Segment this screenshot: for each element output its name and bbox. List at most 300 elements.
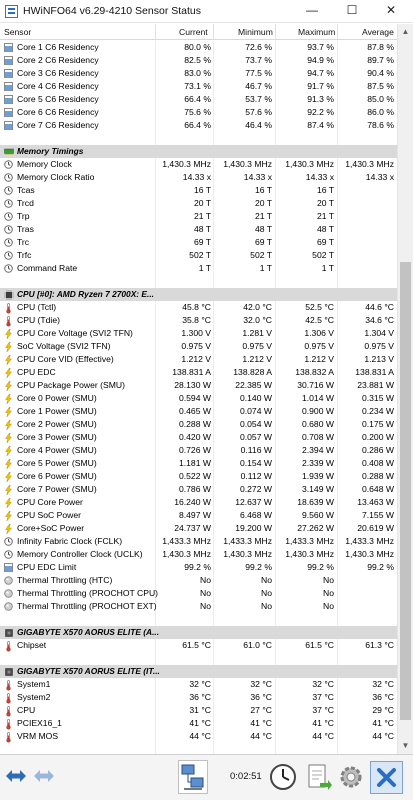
value-maximum: 3.149 W bbox=[301, 484, 334, 494]
value-minimum: 19.200 W bbox=[235, 523, 272, 533]
value-current: 1,430.3 MHz bbox=[162, 159, 211, 169]
arrows-left-right-disabled-icon[interactable] bbox=[33, 767, 55, 785]
value-current: 0.522 W bbox=[178, 471, 211, 481]
value-minimum: 0.074 W bbox=[239, 406, 272, 416]
value-maximum: 20 T bbox=[316, 198, 334, 208]
sensor-label: Core 0 Power (SMU) bbox=[17, 393, 97, 403]
value-maximum: No bbox=[323, 601, 334, 611]
sensor-row[interactable] bbox=[0, 379, 397, 392]
value-average: 0.648 W bbox=[361, 484, 394, 494]
header-current[interactable]: Current bbox=[179, 27, 208, 37]
value-current: 66.4 % bbox=[184, 120, 211, 130]
close-window-button[interactable]: ✕ bbox=[385, 3, 397, 17]
value-average: 0.975 V bbox=[364, 341, 394, 351]
sensor-label: CPU Core Voltage (SVI2 TFN) bbox=[17, 328, 133, 338]
sensor-label: CPU bbox=[17, 705, 36, 715]
value-average: 138.831 A bbox=[355, 367, 394, 377]
value-current: 28.130 W bbox=[174, 380, 211, 390]
close-sensors-icon[interactable] bbox=[370, 761, 403, 794]
value-minimum: 502 T bbox=[250, 250, 272, 260]
value-average: 1,433.3 MHz bbox=[345, 536, 394, 546]
value-average: 0.234 W bbox=[361, 406, 394, 416]
thermometer-icon bbox=[4, 706, 13, 715]
scrollbar-thumb[interactable] bbox=[400, 262, 411, 720]
thermometer-icon bbox=[4, 303, 13, 312]
sensor-row[interactable] bbox=[0, 522, 397, 535]
sensor-row[interactable] bbox=[0, 730, 397, 743]
blank-row bbox=[0, 613, 397, 626]
value-average: 14.33 x bbox=[365, 172, 394, 182]
value-minimum: 6.468 W bbox=[239, 510, 272, 520]
sensor-label: VRM MOS bbox=[17, 731, 59, 741]
sensor-row[interactable] bbox=[0, 158, 397, 171]
sensor-row[interactable] bbox=[0, 93, 397, 106]
value-average: 29 °C bbox=[372, 705, 394, 715]
value-maximum: 138.832 A bbox=[295, 367, 334, 377]
value-maximum: 16 T bbox=[316, 185, 334, 195]
value-minimum: 0.272 W bbox=[239, 484, 272, 494]
value-current: No bbox=[200, 601, 211, 611]
sensor-label: Core 3 Power (SMU) bbox=[17, 432, 97, 442]
bar-icon bbox=[4, 95, 13, 104]
bar-icon bbox=[4, 56, 13, 65]
sensor-row[interactable] bbox=[0, 171, 397, 184]
value-current: 0.420 W bbox=[178, 432, 211, 442]
sensor-label: Thermal Throttling (HTC) bbox=[17, 575, 113, 585]
value-maximum: 37 °C bbox=[312, 705, 334, 715]
sensor-row[interactable] bbox=[0, 418, 397, 431]
value-current: 1.181 W bbox=[178, 458, 211, 468]
value-average: 44 °C bbox=[372, 731, 394, 741]
value-minimum: 32.0 °C bbox=[243, 315, 272, 325]
value-average: 87.5 % bbox=[367, 81, 394, 91]
value-average: 1.213 V bbox=[364, 354, 394, 364]
sensor-label: Command Rate bbox=[17, 263, 78, 273]
value-average: 90.4 % bbox=[367, 68, 394, 78]
status-icon bbox=[4, 602, 13, 611]
sensor-group-row[interactable] bbox=[0, 288, 397, 301]
bolt-icon bbox=[4, 407, 13, 416]
network-computers-icon[interactable] bbox=[178, 760, 208, 794]
value-current: 61.5 °C bbox=[182, 640, 211, 650]
sensor-label: Core 5 C6 Residency bbox=[17, 94, 99, 104]
sensor-group-row[interactable] bbox=[0, 665, 397, 678]
bolt-icon bbox=[4, 524, 13, 533]
value-maximum: 92.2 % bbox=[307, 107, 334, 117]
value-maximum: No bbox=[323, 575, 334, 585]
header-separator[interactable] bbox=[337, 24, 338, 40]
bolt-icon bbox=[4, 446, 13, 455]
value-current: 21 T bbox=[193, 211, 211, 221]
minimize-button[interactable]: — bbox=[306, 3, 318, 17]
bottom-toolbar bbox=[0, 754, 413, 800]
header-average[interactable]: Average bbox=[362, 27, 394, 37]
sensor-row[interactable] bbox=[0, 236, 397, 249]
value-minimum: 1,433.3 MHz bbox=[223, 536, 272, 546]
sensor-row[interactable] bbox=[0, 639, 397, 652]
value-current: 0.726 W bbox=[178, 445, 211, 455]
thermometer-icon bbox=[4, 316, 13, 325]
value-current: 1,430.3 MHz bbox=[162, 549, 211, 559]
bolt-icon bbox=[4, 459, 13, 468]
value-current: 80.0 % bbox=[184, 42, 211, 52]
value-maximum: 48 T bbox=[316, 224, 334, 234]
header-sensor[interactable]: Sensor bbox=[4, 27, 32, 37]
value-maximum: 91.3 % bbox=[307, 94, 334, 104]
blank-row bbox=[0, 275, 397, 288]
value-minimum: 12.637 W bbox=[235, 497, 272, 507]
value-maximum: 502 T bbox=[312, 250, 334, 260]
sensor-group-row[interactable] bbox=[0, 145, 397, 158]
value-current: 69 T bbox=[193, 237, 211, 247]
value-minimum: 0.116 W bbox=[240, 445, 272, 455]
value-minimum: 69 T bbox=[254, 237, 272, 247]
sensor-label: System2 bbox=[17, 692, 51, 702]
sensor-row[interactable] bbox=[0, 119, 397, 132]
value-maximum: 14.33 x bbox=[305, 172, 334, 182]
value-minimum: 1,430.3 MHz bbox=[223, 549, 272, 559]
sensor-row[interactable] bbox=[0, 80, 397, 93]
value-average: 34.6 °C bbox=[365, 315, 394, 325]
clock-reset-icon[interactable] bbox=[268, 761, 298, 793]
value-maximum: 0.900 W bbox=[301, 406, 334, 416]
value-current: 35.8 °C bbox=[182, 315, 211, 325]
value-minimum: 14.33 x bbox=[243, 172, 272, 182]
value-maximum: 21 T bbox=[316, 211, 334, 221]
value-maximum: 1 T bbox=[321, 263, 334, 273]
value-maximum: 0.680 W bbox=[301, 419, 334, 429]
value-current: 20 T bbox=[193, 198, 211, 208]
bar-icon bbox=[4, 108, 13, 117]
value-minimum: 46.7 % bbox=[245, 81, 272, 91]
sensor-row[interactable] bbox=[0, 561, 397, 574]
sensor-label: Trc bbox=[17, 237, 30, 247]
sensor-row[interactable] bbox=[0, 509, 397, 522]
value-average: 1,430.3 MHz bbox=[345, 549, 394, 559]
hwinfo-app-icon bbox=[5, 5, 18, 18]
maximize-button[interactable]: ☐ bbox=[346, 3, 358, 17]
value-average: 23.881 W bbox=[357, 380, 394, 390]
sensor-row[interactable] bbox=[0, 301, 397, 314]
value-minimum: 16 T bbox=[254, 185, 272, 195]
sensor-row[interactable] bbox=[0, 535, 397, 548]
sensor-label: Core 1 Power (SMU) bbox=[17, 406, 97, 416]
value-minimum: 41 °C bbox=[250, 718, 272, 728]
sensor-label: CPU Core Power bbox=[17, 497, 83, 507]
value-average: 32 °C bbox=[372, 679, 394, 689]
value-minimum: 0.140 W bbox=[239, 393, 272, 403]
value-current: No bbox=[200, 588, 211, 598]
value-maximum: 37 °C bbox=[312, 692, 334, 702]
sensor-row[interactable] bbox=[0, 717, 397, 730]
arrows-left-right-icon[interactable] bbox=[5, 767, 27, 785]
value-minimum: 22.385 W bbox=[235, 380, 272, 390]
sensor-label: Trp bbox=[17, 211, 30, 221]
value-maximum: 52.5 °C bbox=[305, 302, 334, 312]
sensor-row[interactable] bbox=[0, 184, 397, 197]
sensor-label: Core 6 C6 Residency bbox=[17, 107, 99, 117]
value-current: 1.212 V bbox=[181, 354, 211, 364]
sensor-label: Memory Clock Ratio bbox=[17, 172, 95, 182]
clock-icon bbox=[4, 173, 13, 182]
bolt-icon bbox=[4, 420, 13, 429]
value-current: 82.5 % bbox=[184, 55, 211, 65]
bolt-icon bbox=[4, 329, 13, 338]
value-minimum: 53.7 % bbox=[245, 94, 272, 104]
scroll-up-arrow[interactable]: ▲ bbox=[401, 27, 410, 36]
value-minimum: 1 T bbox=[259, 263, 272, 273]
value-current: 16 T bbox=[193, 185, 211, 195]
report-export-icon[interactable] bbox=[303, 761, 333, 793]
sensor-label: CPU SoC Power bbox=[17, 510, 81, 520]
clock-icon bbox=[4, 550, 13, 559]
bolt-icon bbox=[4, 498, 13, 507]
bolt-icon bbox=[4, 342, 13, 351]
sensor-row[interactable] bbox=[0, 444, 397, 457]
sensor-row[interactable] bbox=[0, 210, 397, 223]
bolt-icon bbox=[4, 355, 13, 364]
blank-row bbox=[0, 652, 397, 665]
value-minimum: 0.154 W bbox=[239, 458, 272, 468]
sensor-row[interactable] bbox=[0, 431, 397, 444]
value-current: 73.1 % bbox=[184, 81, 211, 91]
value-current: 45.8 °C bbox=[182, 302, 211, 312]
sensor-row[interactable] bbox=[0, 197, 397, 210]
value-average: 87.8 % bbox=[367, 42, 394, 52]
value-maximum: 87.4 % bbox=[307, 120, 334, 130]
sensor-label: Core 3 C6 Residency bbox=[17, 68, 99, 78]
value-minimum: 44 °C bbox=[250, 731, 272, 741]
value-current: 8.497 W bbox=[178, 510, 211, 520]
value-minimum: 0.057 W bbox=[239, 432, 272, 442]
value-minimum: 42.0 °C bbox=[243, 302, 272, 312]
sensor-row[interactable] bbox=[0, 678, 397, 691]
value-current: 14.33 x bbox=[182, 172, 211, 182]
sensor-label: CPU (Tdie) bbox=[17, 315, 60, 325]
value-maximum: 1.306 V bbox=[304, 328, 334, 338]
value-maximum: 91.7 % bbox=[307, 81, 334, 91]
cpu-icon bbox=[4, 290, 13, 299]
value-average: 89.7 % bbox=[367, 55, 394, 65]
value-minimum: 0.975 V bbox=[242, 341, 272, 351]
value-minimum: 32 °C bbox=[250, 679, 272, 689]
value-average: 36 °C bbox=[372, 692, 394, 702]
value-average: 86.0 % bbox=[367, 107, 394, 117]
clock-icon bbox=[4, 199, 13, 208]
value-minimum: 48 T bbox=[254, 224, 272, 234]
sensor-label: Core 2 Power (SMU) bbox=[17, 419, 97, 429]
sensor-row[interactable] bbox=[0, 54, 397, 67]
value-maximum: 1,430.3 MHz bbox=[285, 549, 334, 559]
value-maximum: 1,430.3 MHz bbox=[285, 159, 334, 169]
value-minimum: No bbox=[261, 588, 272, 598]
value-minimum: 73.7 % bbox=[245, 55, 272, 65]
value-current: 0.465 W bbox=[178, 406, 211, 416]
sensor-label: Memory Clock bbox=[17, 159, 72, 169]
value-current: 36 °C bbox=[189, 692, 211, 702]
value-current: 1,433.3 MHz bbox=[162, 536, 211, 546]
sensor-label: Core 4 Power (SMU) bbox=[17, 445, 97, 455]
header-separator[interactable] bbox=[213, 24, 214, 40]
sensor-row[interactable] bbox=[0, 223, 397, 236]
sensor-row[interactable] bbox=[0, 106, 397, 119]
value-minimum: 36 °C bbox=[250, 692, 272, 702]
settings-gear-icon[interactable] bbox=[336, 761, 366, 793]
sensor-row[interactable] bbox=[0, 41, 397, 54]
sensor-label: Thermal Throttling (PROCHOT CPU) bbox=[17, 588, 159, 598]
header-separator[interactable] bbox=[275, 24, 276, 40]
sensor-row[interactable] bbox=[0, 392, 397, 405]
value-maximum: 1.014 W bbox=[301, 393, 334, 403]
value-maximum: 18.639 W bbox=[297, 497, 334, 507]
clock-icon bbox=[4, 264, 13, 273]
header-maximum[interactable]: Maximum bbox=[298, 27, 336, 37]
value-maximum: 2.394 W bbox=[301, 445, 334, 455]
value-current: 41 °C bbox=[189, 718, 211, 728]
clock-icon bbox=[4, 160, 13, 169]
sensor-group-row[interactable] bbox=[0, 626, 397, 639]
value-average: 1,430.3 MHz bbox=[345, 159, 394, 169]
header-separator[interactable] bbox=[155, 24, 156, 40]
value-maximum: 94.7 % bbox=[307, 68, 334, 78]
value-maximum: 27.262 W bbox=[297, 523, 334, 533]
value-average: 0.286 W bbox=[361, 445, 394, 455]
value-average: 0.408 W bbox=[361, 458, 394, 468]
value-minimum: 27 °C bbox=[250, 705, 272, 715]
header-minimum[interactable]: Minimum bbox=[238, 27, 273, 37]
value-minimum: No bbox=[261, 575, 272, 585]
sensor-row[interactable] bbox=[0, 548, 397, 561]
value-current: 24.737 W bbox=[174, 523, 211, 533]
sensor-label: Core 7 C6 Residency bbox=[17, 120, 99, 130]
value-maximum: 9.560 W bbox=[301, 510, 334, 520]
sensor-row[interactable] bbox=[0, 704, 397, 717]
value-maximum: 32 °C bbox=[312, 679, 334, 689]
sensor-row[interactable] bbox=[0, 405, 397, 418]
value-maximum: 93.7 % bbox=[307, 42, 334, 52]
bolt-icon bbox=[4, 381, 13, 390]
bar-icon bbox=[4, 82, 13, 91]
value-average: 99.2 % bbox=[367, 562, 394, 572]
value-average: 7.155 W bbox=[361, 510, 394, 520]
sensor-label: Memory Controller Clock (UCLK) bbox=[17, 549, 143, 559]
bar-icon bbox=[4, 121, 13, 130]
value-maximum: 41 °C bbox=[312, 718, 334, 728]
sensor-row[interactable] bbox=[0, 340, 397, 353]
sensor-label: CPU Core VID (Effective) bbox=[17, 354, 114, 364]
bar-icon bbox=[4, 563, 13, 572]
value-current: 31 °C bbox=[189, 705, 211, 715]
bar-icon bbox=[4, 69, 13, 78]
value-current: 1 T bbox=[198, 263, 211, 273]
clock-icon bbox=[4, 186, 13, 195]
sensor-row[interactable] bbox=[0, 574, 397, 587]
value-current: 0.594 W bbox=[178, 393, 211, 403]
thermometer-icon bbox=[4, 641, 13, 650]
sensor-row[interactable] bbox=[0, 67, 397, 80]
sensor-label: Trfc bbox=[17, 250, 32, 260]
sensor-row[interactable] bbox=[0, 366, 397, 379]
value-minimum: 99.2 % bbox=[245, 562, 272, 572]
sensor-row[interactable] bbox=[0, 587, 397, 600]
sensor-row[interactable] bbox=[0, 262, 397, 275]
value-current: 66.4 % bbox=[184, 94, 211, 104]
group-label: Memory Timings bbox=[17, 146, 84, 156]
value-minimum: 61.0 °C bbox=[243, 640, 272, 650]
sensor-label: Core 6 Power (SMU) bbox=[17, 471, 97, 481]
value-minimum: 20 T bbox=[254, 198, 272, 208]
value-maximum: 2.339 W bbox=[301, 458, 334, 468]
value-maximum: 42.5 °C bbox=[305, 315, 334, 325]
value-current: 48 T bbox=[193, 224, 211, 234]
clock-icon bbox=[4, 238, 13, 247]
sensor-row[interactable] bbox=[0, 327, 397, 340]
sensor-row[interactable] bbox=[0, 470, 397, 483]
sensor-list[interactable] bbox=[0, 41, 397, 754]
sensor-label: Trcd bbox=[17, 198, 34, 208]
value-average: 13.463 W bbox=[357, 497, 394, 507]
value-current: 1.300 V bbox=[181, 328, 211, 338]
value-current: No bbox=[200, 575, 211, 585]
thermometer-icon bbox=[4, 680, 13, 689]
value-minimum: 21 T bbox=[254, 211, 272, 221]
sensor-row[interactable] bbox=[0, 249, 397, 262]
value-current: 16.240 W bbox=[174, 497, 211, 507]
value-maximum: 69 T bbox=[316, 237, 334, 247]
sensor-label: CPU EDC bbox=[17, 367, 56, 377]
sensor-label: Core 4 C6 Residency bbox=[17, 81, 99, 91]
bolt-icon bbox=[4, 433, 13, 442]
value-minimum: 72.6 % bbox=[245, 42, 272, 52]
value-current: 138.831 A bbox=[172, 367, 211, 377]
value-average: 85.0 % bbox=[367, 94, 394, 104]
value-minimum: 1,430.3 MHz bbox=[223, 159, 272, 169]
sensor-row[interactable] bbox=[0, 496, 397, 509]
bolt-icon bbox=[4, 511, 13, 520]
value-current: 0.786 W bbox=[178, 484, 211, 494]
vertical-scrollbar[interactable] bbox=[397, 24, 413, 754]
value-average: 41 °C bbox=[372, 718, 394, 728]
sensor-label: Core 7 Power (SMU) bbox=[17, 484, 97, 494]
value-current: 99.2 % bbox=[184, 562, 211, 572]
value-minimum: 57.6 % bbox=[245, 107, 272, 117]
sensor-row[interactable] bbox=[0, 483, 397, 496]
group-label: GIGABYTE X570 AORUS ELITE (A... bbox=[17, 627, 160, 637]
window-title: HWiNFO64 v6.29-4210 Sensor Status bbox=[23, 5, 201, 17]
scroll-down-arrow[interactable]: ▼ bbox=[401, 741, 410, 750]
thermometer-icon bbox=[4, 719, 13, 728]
value-current: 75.6 % bbox=[184, 107, 211, 117]
value-maximum: 0.975 V bbox=[304, 341, 334, 351]
sensor-row[interactable] bbox=[0, 314, 397, 327]
chip-icon bbox=[4, 667, 13, 676]
value-maximum: 99.2 % bbox=[307, 562, 334, 572]
sensor-row[interactable] bbox=[0, 353, 397, 366]
group-label: CPU [#0]: AMD Ryzen 7 2700X: E... bbox=[17, 289, 154, 299]
value-current: 44 °C bbox=[189, 731, 211, 741]
thermometer-icon bbox=[4, 732, 13, 741]
value-maximum: 61.5 °C bbox=[305, 640, 334, 650]
value-maximum: 44 °C bbox=[312, 731, 334, 741]
sensor-row[interactable] bbox=[0, 691, 397, 704]
sensor-row[interactable] bbox=[0, 457, 397, 470]
value-maximum: 1.939 W bbox=[301, 471, 334, 481]
group-label: GIGABYTE X570 AORUS ELITE (IT... bbox=[17, 666, 160, 676]
sensor-label: Core 2 C6 Residency bbox=[17, 55, 99, 65]
sensor-label: Chipset bbox=[17, 640, 47, 650]
value-minimum: 1.281 V bbox=[242, 328, 272, 338]
sensor-row[interactable] bbox=[0, 600, 397, 613]
